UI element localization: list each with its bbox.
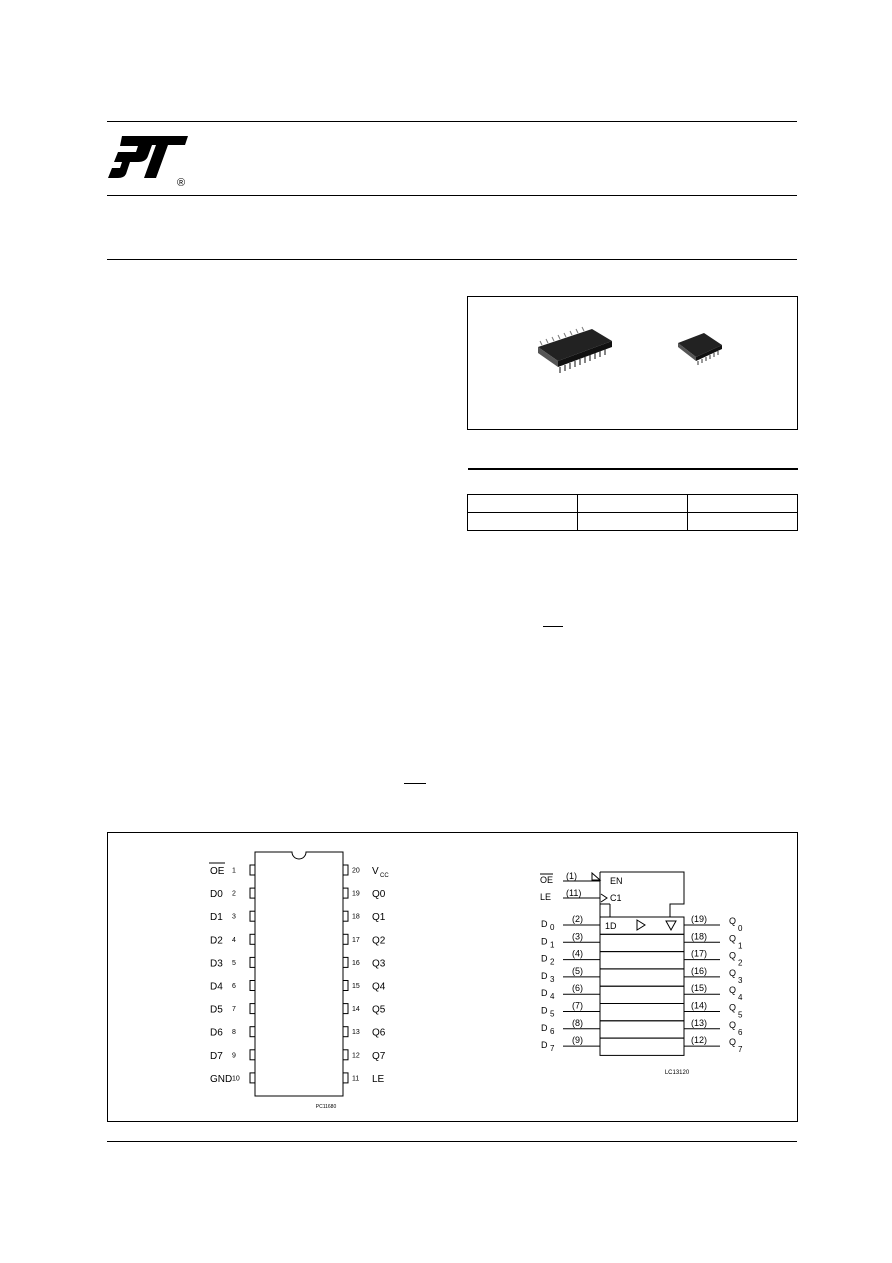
pin-number: 19 — [352, 890, 360, 898]
pin-label: D6 — [210, 1027, 223, 1039]
pin-number: (3) — [572, 931, 583, 942]
pin-label: D3 — [210, 958, 223, 970]
pin-label: Q4 — [372, 981, 386, 993]
control-label: OE — [540, 875, 554, 885]
pin-label: D7 — [210, 1050, 223, 1062]
enable-triangle — [592, 873, 600, 880]
output-label: Q — [729, 916, 737, 926]
latch-cell — [600, 986, 684, 1003]
pin-stub — [250, 957, 255, 967]
footer-rule — [107, 1141, 797, 1142]
pin-number: 7 — [232, 1006, 236, 1014]
pin-number: (13) — [691, 1017, 708, 1028]
input-label: D — [541, 1005, 548, 1016]
input-subscript: 5 — [550, 1009, 555, 1019]
latch-cell — [600, 1038, 684, 1055]
pin-number: (14) — [691, 1000, 708, 1011]
pin-label: V — [372, 866, 379, 877]
pin-stub — [250, 911, 255, 921]
pin-number: 6 — [232, 983, 236, 990]
pin-number: (8) — [572, 1017, 583, 1028]
output-label: Q — [729, 1037, 737, 1048]
output-subscript: 4 — [738, 993, 743, 1003]
pin-label: D5 — [210, 1004, 223, 1016]
output-subscript: 2 — [738, 958, 743, 968]
pin-stub — [343, 888, 348, 898]
pin-number: 1 — [232, 867, 236, 875]
pin-label: OE — [210, 866, 225, 877]
pin-stub — [250, 888, 255, 898]
input-label: D — [541, 970, 548, 981]
pin-connection-diagram — [209, 852, 389, 1110]
pin-stub — [343, 957, 348, 967]
pin-label: Q6 — [372, 1027, 386, 1039]
input-label: D — [541, 953, 548, 964]
pin-label: Q1 — [372, 912, 386, 924]
three-state-icon — [666, 921, 676, 930]
pin-number: 11 — [352, 1075, 360, 1083]
control-label: LE — [540, 892, 552, 902]
pin-number: 3 — [232, 913, 236, 921]
input-label: D — [541, 936, 548, 947]
clock-triangle — [601, 894, 607, 902]
ic-body-outline — [255, 852, 343, 1096]
latch-cell — [600, 1021, 684, 1038]
pin-number: (2) — [572, 914, 583, 924]
pin-number: 15 — [352, 983, 360, 990]
pin-number: 2 — [232, 890, 236, 898]
output-label: Q — [729, 950, 737, 961]
output-label: Q — [729, 1002, 737, 1013]
pin-stub — [250, 981, 255, 991]
output-label: Q — [729, 967, 737, 978]
output-subscript: 1 — [738, 941, 743, 951]
figure-code: LC13120 — [664, 1070, 690, 1076]
pin-number: (4) — [572, 948, 583, 959]
input-subscript: 4 — [550, 992, 555, 1002]
pin-number: 18 — [352, 913, 360, 921]
pin-label: D2 — [210, 935, 223, 947]
pin-stub — [343, 911, 348, 921]
latch-cell — [600, 969, 684, 986]
pin-number: 20 — [352, 867, 360, 875]
input-subscript: 1 — [550, 940, 555, 950]
pin-stub — [250, 1050, 255, 1060]
pin-label: GND — [210, 1073, 233, 1085]
pin-stub — [343, 865, 348, 875]
pin-stub — [250, 1027, 255, 1037]
pin-stub — [250, 934, 255, 944]
pin-number: 4 — [232, 936, 236, 944]
pin-number: 16 — [352, 959, 360, 967]
output-subscript: 3 — [738, 975, 743, 985]
output-label: Q — [729, 985, 737, 996]
output-subscript: 7 — [738, 1045, 743, 1055]
pin-number: 12 — [352, 1052, 360, 1060]
output-subscript: 6 — [738, 1027, 743, 1037]
output-label: Q — [729, 933, 737, 944]
cell-label: 1D — [605, 921, 617, 931]
input-subscript: 2 — [550, 957, 555, 967]
pin-stub — [343, 1004, 348, 1014]
function-label: C1 — [610, 893, 622, 903]
pin-label: Q3 — [372, 958, 386, 970]
pin-number: (12) — [691, 1035, 708, 1046]
pin-number: (16) — [691, 965, 708, 976]
pin-number: (19) — [691, 914, 708, 924]
pin-number: 9 — [232, 1052, 236, 1060]
input-label: D — [541, 919, 548, 929]
pin-label: Q0 — [372, 889, 386, 901]
pin-stub — [250, 1004, 255, 1014]
pin-label: Q5 — [372, 1004, 386, 1016]
pin-label: Q2 — [372, 935, 386, 947]
latch-cell — [600, 952, 684, 969]
output-label: Q — [729, 1019, 737, 1030]
pin-number: (15) — [691, 983, 708, 994]
buffer-icon — [637, 920, 645, 930]
pin-subscript: CC — [380, 873, 389, 879]
pin-number: (6) — [572, 983, 583, 994]
pin-stub — [343, 1050, 348, 1060]
latch-cell — [600, 934, 684, 951]
input-label: D — [541, 1040, 548, 1051]
latch-cell — [600, 1004, 684, 1021]
input-label: D — [541, 1022, 548, 1033]
input-subscript: 7 — [550, 1044, 555, 1054]
function-label: EN — [610, 876, 623, 886]
pin-number: 17 — [352, 936, 360, 944]
pin-number: 13 — [352, 1029, 360, 1037]
pin-number: 8 — [232, 1029, 236, 1037]
pin-number: 14 — [352, 1006, 360, 1014]
output-subscript: 0 — [738, 924, 743, 933]
input-subscript: 3 — [550, 974, 555, 984]
output-subscript: 5 — [738, 1010, 743, 1020]
registered-mark: ® — [177, 177, 186, 188]
pin-stub — [343, 981, 348, 991]
pin-number: (11) — [566, 888, 582, 898]
input-label: D — [541, 988, 548, 999]
pin-label: LE — [372, 1073, 385, 1085]
input-subscript: 6 — [550, 1026, 555, 1036]
pin-number: (1) — [566, 871, 577, 881]
pin-label: D4 — [210, 981, 223, 993]
pin-stub — [250, 865, 255, 875]
pin-stub — [250, 1073, 255, 1083]
pin-stub — [343, 1073, 348, 1083]
pin-number: (5) — [572, 965, 583, 976]
pin-stub — [343, 934, 348, 944]
pin-label: Q7 — [372, 1050, 386, 1062]
pin-label: D1 — [210, 912, 223, 924]
pin-number: (9) — [572, 1035, 583, 1046]
pin-number: (17) — [691, 948, 708, 959]
logic-symbol-diagram — [540, 871, 743, 1076]
pin-number: (18) — [691, 931, 708, 942]
pin-number: 10 — [232, 1075, 240, 1083]
pin-label: D0 — [210, 889, 223, 901]
pin-number: 5 — [232, 959, 236, 967]
input-subscript: 0 — [550, 923, 555, 932]
pin-number: (7) — [572, 1000, 583, 1011]
pin-stub — [343, 1027, 348, 1037]
figure-code: PC11680 — [315, 1104, 337, 1110]
